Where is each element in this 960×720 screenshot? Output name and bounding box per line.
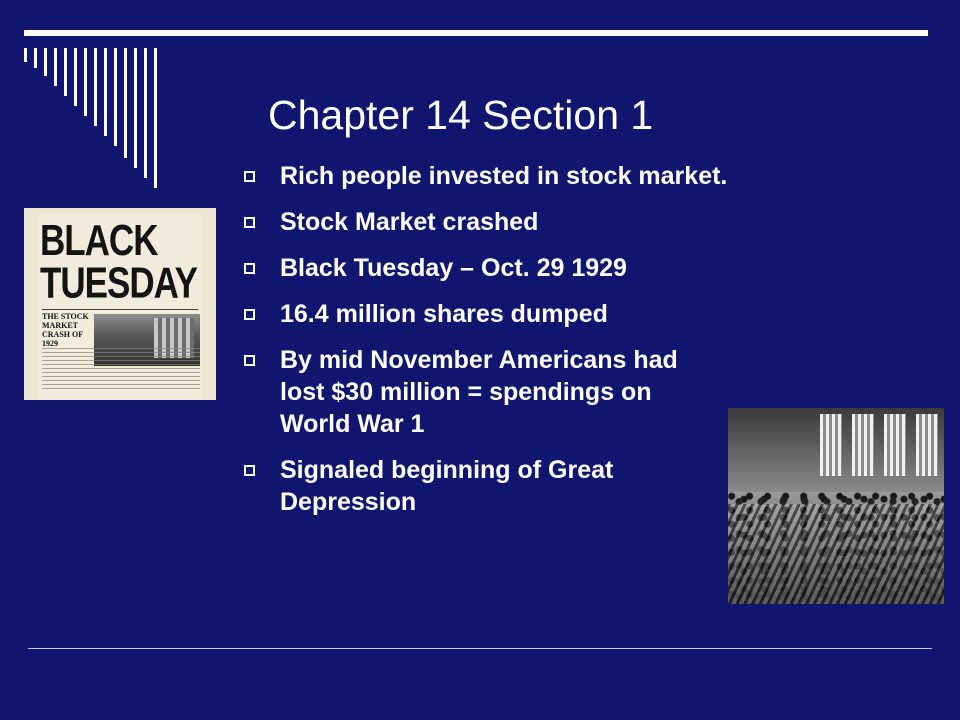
bullet-text: 16.4 million shares dumped bbox=[280, 300, 608, 328]
stripe-decoration bbox=[0, 0, 160, 200]
slide-title: Chapter 14 Section 1 bbox=[268, 92, 654, 138]
square-bullet-icon bbox=[244, 217, 255, 228]
square-bullet-icon bbox=[244, 263, 255, 274]
bullet-list bbox=[244, 160, 744, 532]
bullet-item bbox=[244, 298, 744, 330]
newspaper-body-text bbox=[42, 348, 200, 392]
trading-floor-photo bbox=[728, 408, 944, 604]
bullet-item bbox=[244, 206, 744, 238]
newspaper-headline: BLACK TUESDAY bbox=[40, 216, 198, 308]
square-bullet-icon bbox=[244, 465, 255, 476]
bullet-item bbox=[244, 252, 744, 284]
newspaper-subhead: THE STOCK MARKET CRASH OF 1929 bbox=[42, 312, 89, 348]
square-bullet-icon bbox=[244, 171, 255, 182]
bullet-item bbox=[244, 160, 744, 192]
bullet-text: Signaled beginning of Great Depression bbox=[280, 456, 614, 516]
bullet-item bbox=[244, 454, 744, 518]
bullet-text: By mid November Americans had lost $30 million = spendings on World War 1 bbox=[280, 346, 678, 438]
square-bullet-icon bbox=[244, 355, 255, 366]
bullet-text: Black Tuesday – Oct. 29 1929 bbox=[280, 254, 627, 282]
black-tuesday-newspaper-image bbox=[24, 208, 216, 400]
bottom-divider bbox=[28, 648, 932, 649]
bullet-text: Rich people invested in stock market. bbox=[280, 162, 728, 190]
bullet-item bbox=[244, 344, 744, 440]
bullet-text: Stock Market crashed bbox=[280, 208, 539, 236]
square-bullet-icon bbox=[244, 309, 255, 320]
